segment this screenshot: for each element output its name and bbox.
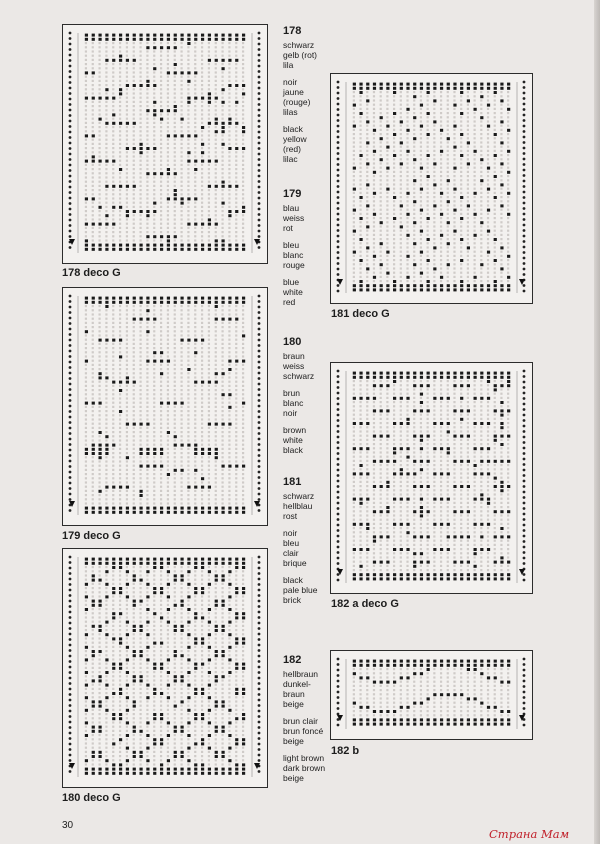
legend-line: clair xyxy=(283,548,299,558)
legend-group-en xyxy=(283,753,343,783)
legend-line: schwarz xyxy=(283,491,315,501)
legend-line: yellow xyxy=(283,134,307,144)
legend-line: blau xyxy=(283,203,300,213)
legend-line: noir xyxy=(283,77,298,87)
legend-number: 182 xyxy=(283,654,302,666)
legend-182 xyxy=(283,653,343,783)
legend-number: 178 xyxy=(283,25,302,37)
legend-line: white xyxy=(283,287,303,297)
legend-line: black xyxy=(283,124,303,134)
legend-line: rot xyxy=(283,223,293,233)
card-dot-texture xyxy=(331,74,532,303)
legend-line: brique xyxy=(283,558,307,568)
legend-line: white xyxy=(283,435,303,445)
legend-group-fr xyxy=(283,528,343,568)
card-dot-texture xyxy=(63,288,267,525)
legend-line: rost xyxy=(283,511,298,521)
card-dot-texture xyxy=(63,549,267,787)
punch-card-182b xyxy=(330,650,533,740)
punch-card-179 xyxy=(62,287,268,526)
legend-180 xyxy=(283,335,343,455)
legend-line: jaune xyxy=(283,87,304,97)
legend-line: bleu xyxy=(283,538,300,548)
legend-line: brun xyxy=(283,388,301,398)
legend-number: 179 xyxy=(283,188,302,200)
punch-card-182a xyxy=(330,362,533,594)
card-caption-182a: 182 a deco G xyxy=(331,598,399,610)
legend-line: hellbraun xyxy=(283,669,318,679)
card-caption-180: 180 deco G xyxy=(62,792,121,804)
card-caption-181: 181 deco G xyxy=(331,308,390,320)
legend-line: noir xyxy=(283,408,298,418)
legend-group-en xyxy=(283,575,343,605)
legend-line: blue xyxy=(283,277,300,287)
legend-group-de xyxy=(283,669,343,709)
legend-line: red xyxy=(283,297,296,307)
legend-line: gelb (rot) xyxy=(283,50,318,60)
legend-line: weiss xyxy=(283,361,305,371)
card-caption-179: 179 deco G xyxy=(62,530,121,542)
legend-group-en xyxy=(283,277,343,307)
card-caption-182b: 182 b xyxy=(331,745,360,757)
page-spine xyxy=(594,0,600,844)
punch-card-181 xyxy=(330,73,533,304)
legend-line: light brown xyxy=(283,753,325,763)
legend-line: beige xyxy=(283,699,304,709)
card-caption-178: 178 deco G xyxy=(62,267,121,279)
legend-line: schwarz xyxy=(283,371,315,381)
legend-group-fr xyxy=(283,716,343,746)
legend-181 xyxy=(283,475,343,605)
legend-178 xyxy=(283,24,343,164)
legend-group-fr xyxy=(283,77,343,117)
legend-line: blanc xyxy=(283,398,304,408)
legend-line: pale blue xyxy=(283,585,318,595)
card-dot-texture xyxy=(331,363,532,593)
legend-line: brown xyxy=(283,425,307,435)
legend-group-fr xyxy=(283,388,343,418)
legend-179 xyxy=(283,187,343,307)
legend-number: 180 xyxy=(283,336,302,348)
legend-line: dark brown xyxy=(283,763,326,773)
legend-number: 181 xyxy=(283,476,302,488)
legend-line: hellblau xyxy=(283,501,313,511)
legend-group-de xyxy=(283,40,343,70)
card-dot-texture xyxy=(63,25,267,263)
legend-group-en xyxy=(283,425,343,455)
legend-line: blanc xyxy=(283,250,304,260)
watermark-text: Страна Мам xyxy=(489,827,570,841)
legend-group-de xyxy=(283,203,343,233)
punch-card-180 xyxy=(62,548,268,788)
legend-line: lila xyxy=(283,60,294,70)
legend-group-fr xyxy=(283,240,343,270)
legend-line: black xyxy=(283,445,303,455)
legend-line: noir xyxy=(283,528,298,538)
legend-line: lilas xyxy=(283,107,298,117)
punch-card-178 xyxy=(62,24,268,264)
legend-line: schwarz xyxy=(283,40,315,50)
legend-line: brick xyxy=(283,595,301,605)
legend-line: black xyxy=(283,575,303,585)
legend-group-de xyxy=(283,491,343,521)
legend-line: brun clair xyxy=(283,716,318,726)
legend-line: (rouge) xyxy=(283,97,311,107)
legend-line: brun foncé xyxy=(283,726,324,736)
legend-line: beige xyxy=(283,773,304,783)
legend-group-de xyxy=(283,351,343,381)
legend-line: beige xyxy=(283,736,304,746)
legend-line: rouge xyxy=(283,260,305,270)
legend-line: bleu xyxy=(283,240,300,250)
card-dot-texture xyxy=(331,651,532,739)
legend-line: (red) xyxy=(283,144,301,154)
legend-line: lilac xyxy=(283,154,298,164)
legend-line: dunkel- xyxy=(283,679,311,689)
legend-line: braun xyxy=(283,351,305,361)
legend-group-en xyxy=(283,124,343,164)
legend-line: weiss xyxy=(283,213,305,223)
page-number: 30 xyxy=(62,820,74,831)
legend-line: braun xyxy=(283,689,305,699)
